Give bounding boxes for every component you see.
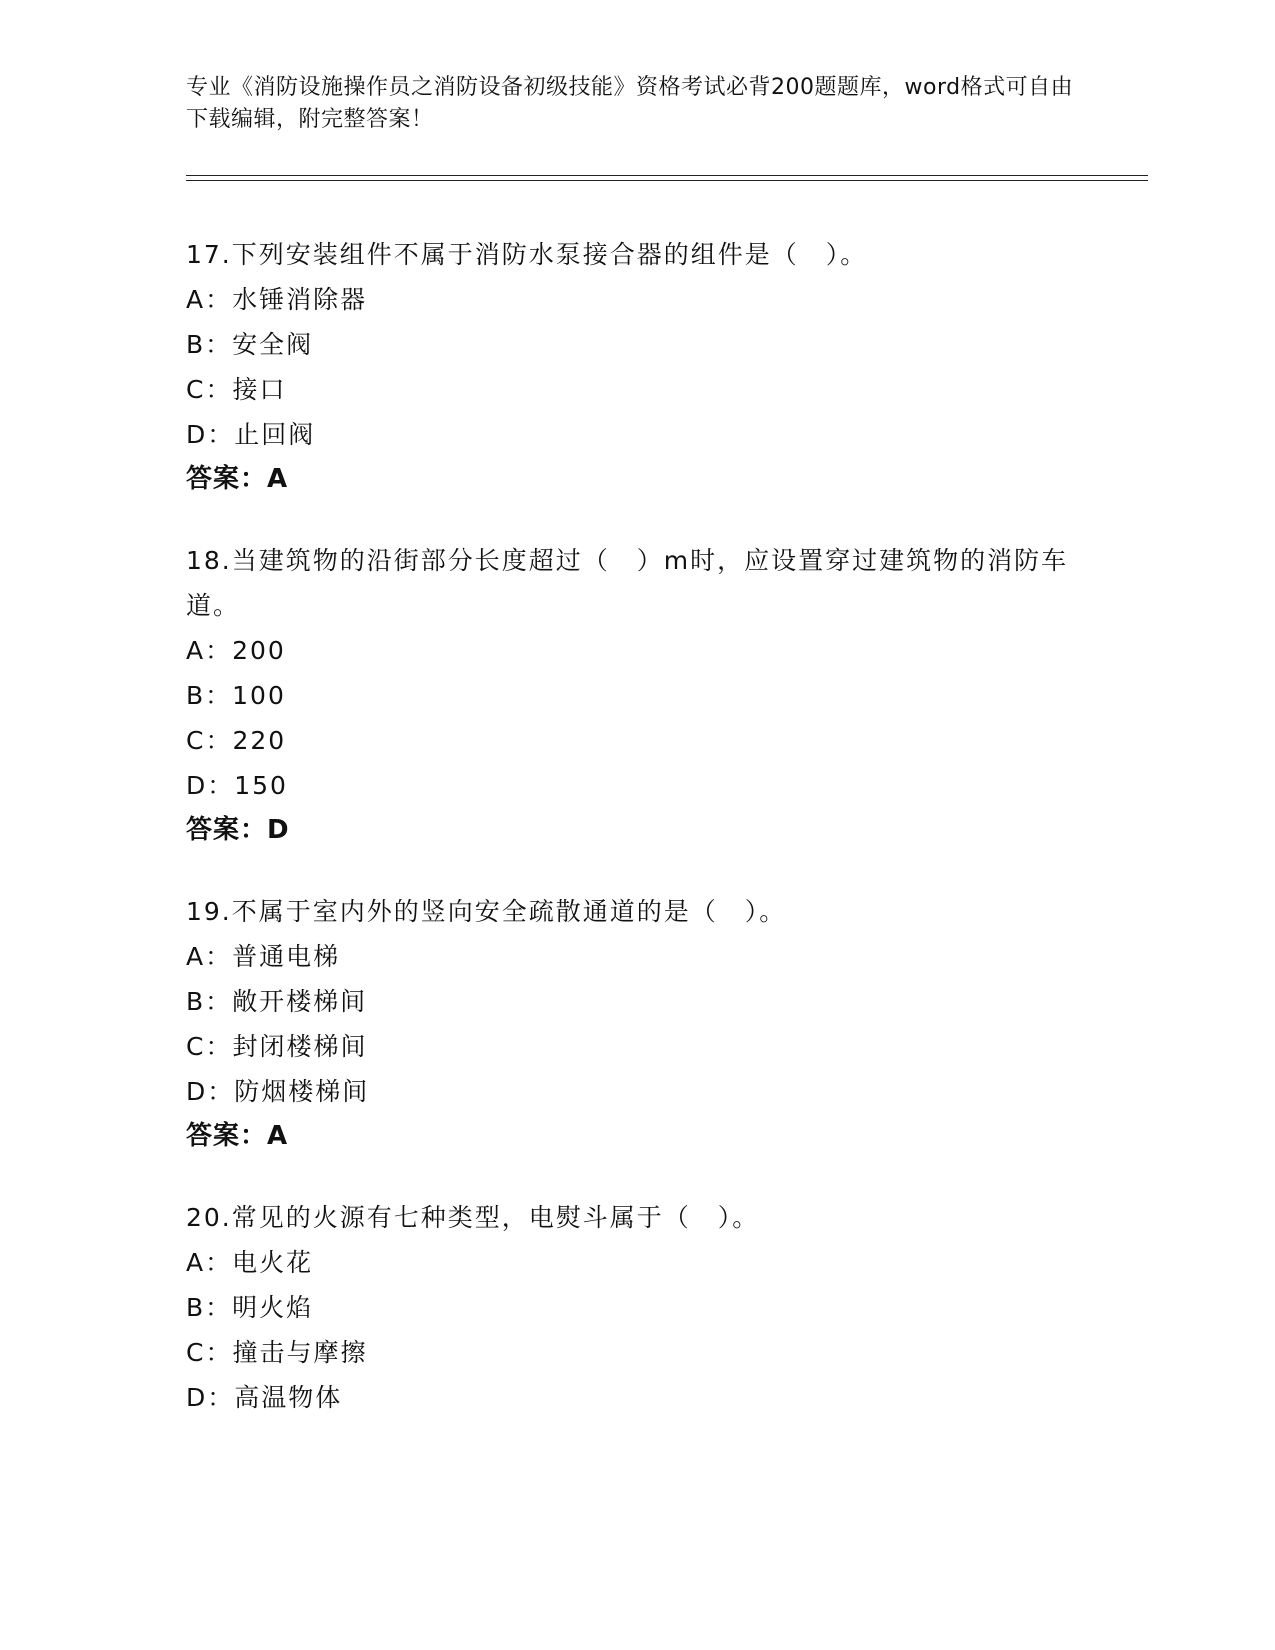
option-b: B：安全阀	[186, 330, 314, 359]
option-a: A：普通电梯	[186, 942, 341, 971]
question-stem: 17.下列安装组件不属于消防水泵接合器的组件是（ ）。	[186, 240, 868, 269]
option-a: A：水锤消除器	[186, 285, 368, 314]
question-stem: 20.常见的火源有七种类型，电熨斗属于（ ）。	[186, 1203, 760, 1232]
option-d: D：150	[186, 771, 288, 800]
answer-line: 答案：A	[186, 464, 289, 494]
option-c: C：220	[186, 726, 287, 755]
question-18	[186, 538, 1086, 853]
header-rule-bottom	[186, 180, 1148, 181]
option-d: D：高温物体	[186, 1383, 343, 1412]
question-stem: 18.当建筑物的沿街部分长度超过（ ）m时，应设置穿过建筑物的消防车道。	[186, 546, 1069, 620]
document-header: 专业《消防设施操作员之消防设备初级技能》资格考试必背200题题库，word格式可自由下载编辑，附完整答案！	[186, 75, 1074, 132]
question-19	[186, 889, 1086, 1159]
option-d: D：止回阀	[186, 420, 316, 449]
answer-line: 答案：A	[186, 1121, 289, 1151]
option-a: A：电火花	[186, 1248, 314, 1277]
option-b: B：100	[186, 681, 286, 710]
option-b: B：敞开楼梯间	[186, 987, 368, 1016]
option-c: C：接口	[186, 375, 287, 404]
option-b: B：明火焰	[186, 1293, 314, 1322]
question-20	[186, 1195, 1086, 1420]
option-c: C：封闭楼梯间	[186, 1032, 368, 1061]
option-a: A：200	[186, 636, 286, 665]
option-c: C：撞击与摩擦	[186, 1338, 368, 1367]
header-rule-top	[186, 175, 1148, 176]
question-17	[186, 232, 1086, 502]
question-stem: 19.不属于室内外的竖向安全疏散通道的是（ ）。	[186, 897, 787, 926]
question-list	[186, 232, 1086, 1456]
answer-line: 答案：D	[186, 815, 290, 845]
option-d: D：防烟楼梯间	[186, 1077, 370, 1106]
